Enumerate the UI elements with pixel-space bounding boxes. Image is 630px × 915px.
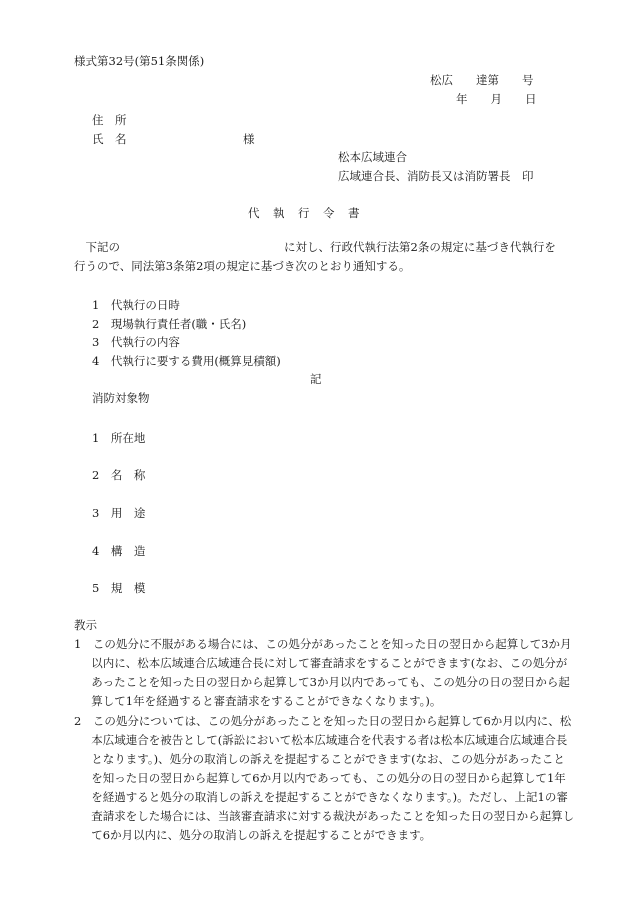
notice-item: 4 代執行に要する費用(概算見積額) — [92, 354, 281, 368]
instruction-item: 2 この処分については、この処分があったことを知った日の翌日から起算して6か月以内に、松本広域連合を被告として(訴訟において松本広域連合を代表する者は松本広域連合広域連合長となります。)、処分の取消しの訴えを提起することができます(なお、この処分があったことを知った日の翌日から起算して6か月以内であっても、この処分の日の翌日から起算して1年を経過すると処分の取消しの訴えを提起することができなくなります。)。ただし、上記1の審査請求をした場合には、当該審査請求に対する裁決があったことを知った日の翌日から起算して6か月以内に、処分の取消しの訴えを提起することができます。 — [74, 714, 575, 842]
sender-title: 広域連合長、消防長又は消防署長 印 — [338, 169, 534, 183]
body-text: に対し、行政代執行法第2条の規定に基づき代執行を行うので、同法第3条第2項の規定に基づき次のとおり通知する。 — [74, 240, 556, 273]
honorific: 様 — [243, 132, 255, 146]
target-item: 5 規 模 — [92, 581, 146, 595]
ki-label: 記 — [310, 372, 322, 386]
sender-org: 松本広域連合 — [338, 150, 407, 164]
notice-item: 1 代執行の日時 — [92, 298, 180, 312]
instruction-heading: 教示 — [74, 618, 97, 632]
instruction-item: 1 この処分に不服がある場合には、この処分があったことを知った日の翌日から起算して3か月以内に、松本広域連合広域連合長に対して審査請求をすることができます(なお、この処分があったことを知った日の翌日から起算して3か月以内であっても、この処分の日の翌日から起算して1年を経過すると審査請求をすることができなくなります。)。 — [74, 637, 572, 708]
body-paragraph — [74, 238, 558, 276]
notice-item: 2 現場執行責任者(職・氏名) — [92, 317, 247, 331]
document-date: 年 月 日 — [456, 92, 537, 106]
target-item: 2 名 称 — [92, 468, 146, 482]
body-lead: 下記の — [85, 240, 120, 254]
document-title: 代 執 行 令 書 — [248, 206, 361, 220]
notice-item: 3 代執行の内容 — [92, 335, 180, 349]
address-label: 住 所 — [92, 113, 127, 127]
document-number: 松広 達第 号 — [430, 73, 534, 87]
target-item: 3 用 途 — [92, 506, 146, 520]
target-item: 4 構 造 — [92, 544, 146, 558]
target-item: 1 所在地 — [92, 431, 146, 445]
form-number: 様式第32号(第51条関係) — [74, 54, 205, 68]
name-label: 氏 名 — [92, 132, 127, 146]
target-heading: 消防対象物 — [92, 391, 150, 405]
